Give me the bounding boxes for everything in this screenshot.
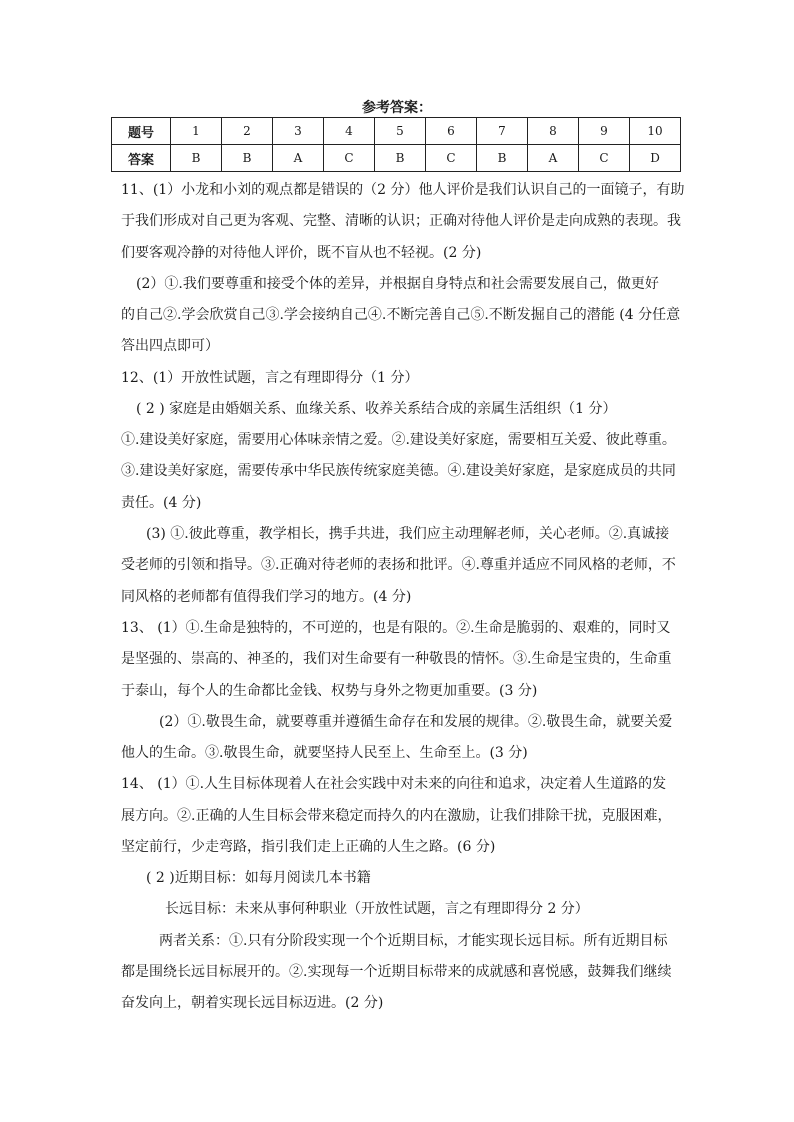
- table-row-numbers: [112, 118, 681, 145]
- table-cell: D: [630, 145, 681, 172]
- text-line: (2）①.敬畏生命，就要尊重并遵循生命存在和发展的规律。②.敬畏生命，就要关爱: [159, 714, 673, 730]
- table-cell: 8: [528, 118, 579, 145]
- table-cell: B: [375, 145, 426, 172]
- text-line: 坚定前行，少走弯路，指引我们走上正确的人生之路。(6 分): [121, 839, 496, 855]
- table-cell: C: [324, 145, 375, 172]
- text-line: 12、(1）开放性试题，言之有理即得分（1 分）: [121, 370, 419, 386]
- text-line: 同风格的老师都有值得我们学习的地方。(4 分): [121, 589, 412, 605]
- text-line: 13、 (1）①.生命是独特的，不可逆的，也是有限的。②.生命是脆弱的、艰难的，同时又: [121, 620, 671, 636]
- text-line: 答出四点即可）: [121, 338, 219, 354]
- answer-table: [111, 117, 681, 172]
- text-line: 14、 (1）①.人生目标体现着人在社会实践中对未来的向往和追求，决定着人生道路的发: [121, 776, 667, 792]
- page-title: 参考答案：: [362, 100, 432, 116]
- text-line: ( 2 )近期目标：如每月阅读几本书籍: [146, 870, 371, 886]
- text-line: 11、(1）小龙和小刘的观点都是错误的（2 分）他人评价是我们认识自己的一面镜子，有助: [121, 182, 685, 198]
- text-line: 是坚强的、崇高的、神圣的，我们对生命要有一种敬畏的情怀。③.生命是宝贵的，生命重: [121, 651, 672, 667]
- table-cell: 7: [477, 118, 528, 145]
- text-line: ③.建设美好家庭，需要传承中华民族传统家庭美德。④.建设美好家庭，是家庭成员的共同: [121, 463, 676, 479]
- text-line: 长远目标：未来从事何种职业（开放性试题，言之有理即得分 2 分）: [165, 901, 589, 917]
- text-line: 的自己②.学会欣赏自己③.学会接纳自己④.不断完善自己⑤.不断发掘自己的潜能 (4 分任意: [121, 307, 681, 323]
- text-line: 受老师的引领和指导。③.正确对待老师的表扬和批评。④.尊重并适应不同风格的老师，不: [121, 557, 676, 573]
- text-line: 责任。(4 分): [121, 495, 202, 511]
- table-cell: 6: [426, 118, 477, 145]
- table-cell: 5: [375, 118, 426, 145]
- text-line: 于泰山，每个人的生命都比金钱、权势与身外之物更加重要。(3 分): [121, 683, 538, 699]
- text-line: 奋发向上，朝着实现长远目标迈进。(2 分): [121, 995, 384, 1011]
- text-line: 们要客观冷静的对待他人评价，既不盲从也不轻视。(2 分): [121, 245, 482, 261]
- table-cell: A: [528, 145, 579, 172]
- table-row-answers: [112, 145, 681, 172]
- text-line: ①.建设美好家庭，需要用心体味亲情之爱。②.建设美好家庭，需要相互关爱、彼此尊重。: [121, 432, 676, 448]
- table-cell: 9: [579, 118, 630, 145]
- table-cell: 3: [273, 118, 324, 145]
- table-cell: A: [273, 145, 324, 172]
- table-cell: B: [171, 145, 222, 172]
- text-line: 于我们形成对自己更为客观、完整、清晰的认识；正确对待他人评价是走向成熟的表现。我: [121, 213, 681, 229]
- text-line: ( 2 ) 家庭是由婚姻关系、血缘关系、收养关系结合成的亲属生活组织（1 分）: [136, 401, 617, 417]
- table-cell: B: [477, 145, 528, 172]
- table-cell: 1: [171, 118, 222, 145]
- table-cell: 4: [324, 118, 375, 145]
- text-line: 都是围绕长远目标展开的。②.实现每一个近期目标带来的成就感和喜悦感，鼓舞我们继续: [121, 964, 672, 980]
- text-line: (2）①.我们要尊重和接受个体的差异，并根据自身特点和社会需要发展自己，做更好: [136, 276, 659, 292]
- table-cell: 2: [222, 118, 273, 145]
- table-header-question: 题号: [112, 118, 171, 145]
- table-cell: C: [579, 145, 630, 172]
- table-cell: 10: [630, 118, 681, 145]
- table-cell: C: [426, 145, 477, 172]
- text-line: 他人的生命。③.敬畏生命，就要坚持人民至上、生命至上。(3 分): [121, 745, 528, 761]
- text-line: 展方向。②.正确的人生目标会带来稳定而持久的内在激励，让我们排除干扰，克服困难，: [121, 808, 672, 824]
- table-cell: B: [222, 145, 273, 172]
- table-header-answer: 答案: [112, 145, 171, 172]
- text-line: (3) ①.彼此尊重，教学相长，携手共进，我们应主动理解老师，关心老师。②.真诚接: [146, 526, 670, 542]
- text-line: 两者关系：①.只有分阶段实现一个个近期目标，才能实现长远目标。所有近期目标: [159, 933, 668, 949]
